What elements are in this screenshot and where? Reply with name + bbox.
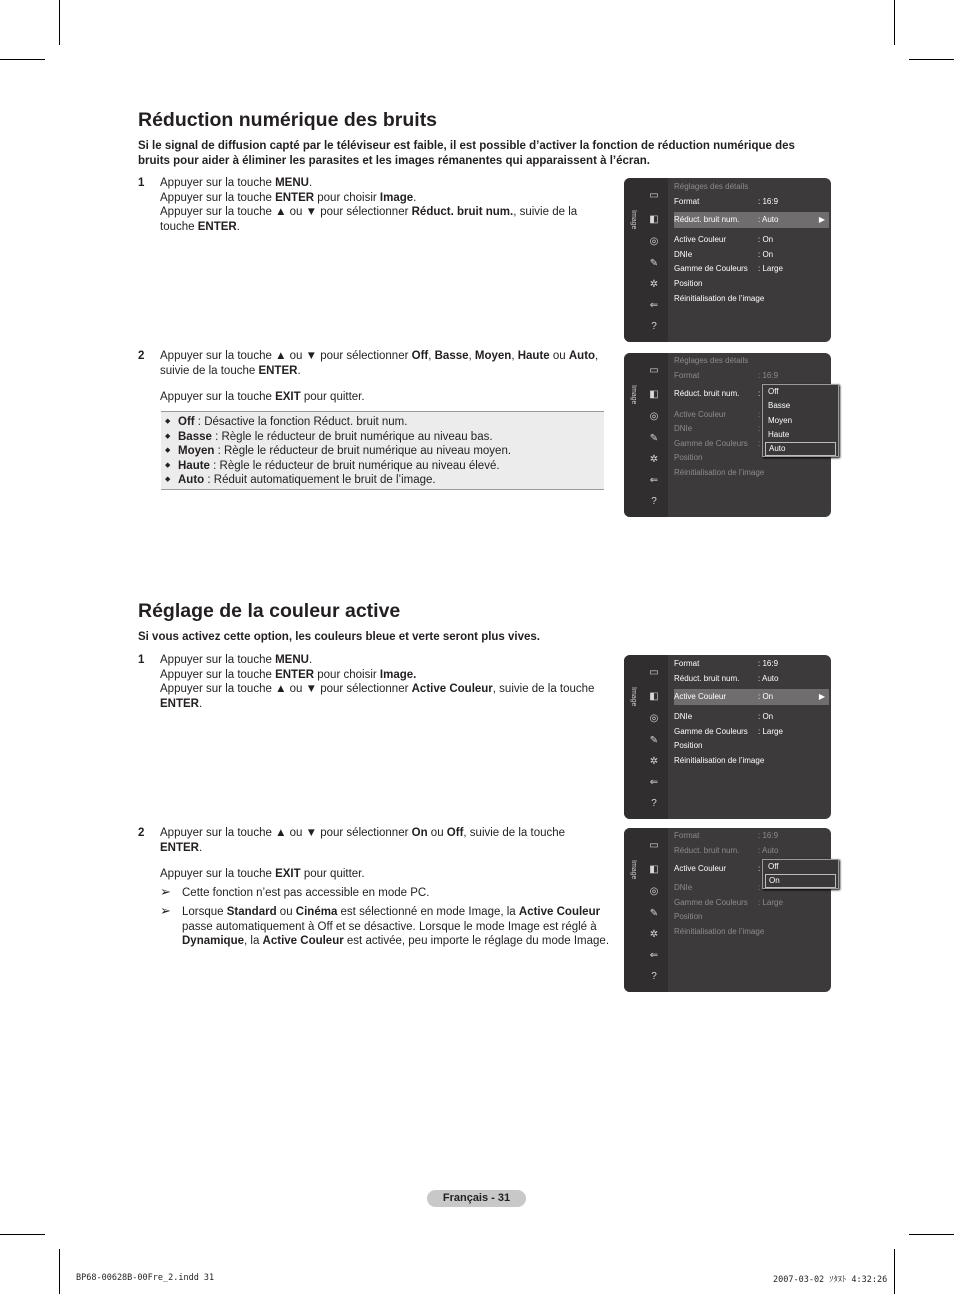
osd-row[interactable]: Réduct. bruit num. : Auto bbox=[674, 674, 779, 683]
picture-icon: ◧ bbox=[649, 864, 659, 875]
step-body: Appuyer sur la touche MENU. Appuyer sur la touche ENTER pour choisir Image. Appuyer sur la touche ▲ ou ▼ pour sélectionner Active Couleur, suivie de la touche ENTER. bbox=[160, 654, 595, 710]
osd-row[interactable]: DNIe : bbox=[674, 883, 761, 892]
osd-side-label: Image bbox=[630, 385, 637, 405]
file-slug: BP68-00628B-00Fre_2.indd 31 bbox=[76, 1273, 215, 1283]
channel-icon: ✎ bbox=[649, 433, 659, 444]
dropdown-option-current[interactable]: On bbox=[765, 874, 836, 888]
osd-row[interactable]: Format : 16:9 bbox=[674, 831, 779, 840]
osd-row[interactable]: Position bbox=[674, 279, 703, 288]
osd-row[interactable]: Réinitialisation de l’image bbox=[674, 294, 765, 303]
crop-mark bbox=[59, 0, 60, 45]
noise-dropdown[interactable] bbox=[762, 384, 839, 457]
osd-row-selected[interactable]: Active Couleur : On ▶ bbox=[674, 689, 829, 705]
section-title-active-color: Réglage de la couleur active bbox=[138, 600, 401, 622]
channel-icon: ✎ bbox=[649, 735, 659, 746]
input-source-icon: ⇐ bbox=[649, 777, 659, 788]
step-body: Appuyer sur la touche ▲ ou ▼ pour sélectionner Off, Basse, Moyen, Haute ou Auto, suivie de la touche ENTER. Appuyer sur la touche EXIT pour quitter. bbox=[160, 350, 599, 403]
input-source-icon: ⇐ bbox=[649, 300, 659, 311]
option-item: ◆ Haute : Règle le réducteur de bruit numérique au niveau élevé. bbox=[165, 459, 604, 474]
input-icon: ▭ bbox=[649, 667, 659, 678]
setup-icon: ✲ bbox=[649, 929, 659, 940]
osd-row-selected[interactable]: Réduct. bruit num. : bbox=[674, 389, 761, 398]
arrow-bullet-icon: ➢ bbox=[160, 903, 171, 918]
arrow-right-icon: ▶ bbox=[818, 215, 825, 224]
input-icon: ▭ bbox=[649, 190, 659, 201]
osd-screen-1 bbox=[624, 178, 831, 342]
section-lead: Si le signal de diffusion capté par le téléviseur est faible, il est possible d’activer la fonction de réduction numérique des bruits pour aider à éliminer les parasites et les images rémanentes qui apparaissent à l’écran. bbox=[138, 140, 795, 167]
channel-icon: ✎ bbox=[649, 258, 659, 269]
option-item: ◆ Auto : Réduit automatiquement le bruit de l’image. bbox=[165, 473, 604, 488]
dropdown-option[interactable]: Haute bbox=[768, 429, 790, 439]
dropdown-option[interactable]: Moyen bbox=[768, 415, 793, 425]
input-icon: ▭ bbox=[649, 365, 659, 376]
step-number: 1 bbox=[138, 177, 145, 189]
option-item: ◆ Basse : Règle le réducteur de bruit numérique au niveau bas. bbox=[165, 430, 604, 445]
osd-row[interactable]: Format : 16:9 bbox=[674, 371, 779, 380]
support-icon: ? bbox=[651, 798, 657, 809]
input-icon: ▭ bbox=[649, 840, 659, 851]
osd-row[interactable]: Réglages des détails bbox=[674, 182, 749, 191]
osd-row[interactable]: DNIe : On bbox=[674, 250, 774, 259]
crop-mark bbox=[894, 0, 895, 45]
osd-side-label: Image bbox=[630, 860, 637, 880]
osd-row[interactable]: Active Couleur : bbox=[674, 410, 761, 419]
picture-icon: ◧ bbox=[649, 214, 659, 225]
crop-mark bbox=[0, 1234, 45, 1235]
arrow-bullet-icon: ➢ bbox=[160, 883, 171, 899]
osd-row[interactable]: Position bbox=[674, 741, 703, 750]
osd-screen-2 bbox=[624, 353, 831, 517]
date-slug: 2007-03-02 ｿﾀﾇﾄ 4:32:26 bbox=[773, 1275, 888, 1285]
crop-mark bbox=[909, 59, 954, 60]
osd-row[interactable]: Format : 16:9 bbox=[674, 197, 779, 206]
osd-side-label: Image bbox=[630, 210, 637, 230]
step-number: 2 bbox=[138, 827, 145, 839]
input-source-icon: ⇐ bbox=[649, 475, 659, 486]
picture-icon: ◧ bbox=[649, 691, 659, 702]
osd-row[interactable]: Gamme de Couleurs : bbox=[674, 439, 761, 448]
osd-row[interactable]: Réinitialisation de l’image bbox=[674, 468, 765, 477]
sound-icon: ◎ bbox=[649, 713, 659, 724]
sound-icon: ◎ bbox=[649, 236, 659, 247]
osd-row-selected[interactable]: Réduct. bruit num. : Auto ▶ bbox=[674, 212, 829, 228]
step-number: 1 bbox=[138, 654, 145, 666]
crop-mark bbox=[894, 1249, 895, 1294]
dropdown-option[interactable]: Off bbox=[768, 862, 779, 871]
osd-row[interactable]: Gamme de Couleurs : Large bbox=[674, 264, 783, 273]
osd-row[interactable]: Gamme de Couleurs : Large bbox=[674, 898, 783, 907]
section-title-noise-reduction: Réduction numérique des bruits bbox=[138, 109, 438, 131]
osd-row[interactable]: Active Couleur : On bbox=[674, 235, 774, 244]
crop-mark bbox=[909, 1234, 954, 1235]
osd-row[interactable]: DNIe : On bbox=[674, 712, 774, 721]
page-number-badge: Français - 31 bbox=[427, 1190, 526, 1207]
setup-icon: ✲ bbox=[649, 279, 659, 290]
dropdown-option[interactable]: Off bbox=[768, 387, 779, 396]
note-item: ➢ Lorsque Standard ou Cinéma est sélectionné en mode Image, la Active Couleur passe automatiquement à Off et se désactive. Lorsque le mode Image est réglé à Dynamique, la Active Couleur est activée, peu importe le réglage du mode Image. bbox=[160, 903, 610, 947]
osd-side-label: Image bbox=[630, 687, 637, 707]
step-number: 2 bbox=[138, 350, 145, 362]
active-color-dropdown[interactable] bbox=[762, 859, 839, 889]
osd-row-selected[interactable]: Active Couleur : bbox=[674, 864, 761, 873]
step-body: Appuyer sur la touche ▲ ou ▼ pour sélectionner On ou Off, suivie de la touche ENTER. Appuyer sur la touche EXIT pour quitter. ➢ Cette fonction n’est pas accessible en mode PC. ➢ Lorsque Standard ou Cinéma est sélectionné en mode Image, la Active Couleur passe automatiquement à Off et se désactive. Lorsque le mode Image est réglé à Dynamique, la Active Couleur est activée, peu importe le réglage du mode Image. bbox=[160, 827, 610, 947]
osd-row[interactable]: Position bbox=[674, 912, 703, 921]
dropdown-option[interactable]: Basse bbox=[768, 401, 791, 411]
setup-icon: ✲ bbox=[649, 454, 659, 465]
option-item: ◆ Off : Désactive la fonction Réduct. bruit num. bbox=[165, 415, 604, 430]
note-item: ➢ Cette fonction n’est pas accessible en mode PC. bbox=[160, 883, 430, 899]
osd-row[interactable]: DNIe : bbox=[674, 424, 761, 433]
support-icon: ? bbox=[651, 496, 657, 507]
arrow-right-icon: ▶ bbox=[818, 692, 825, 701]
setup-icon: ✲ bbox=[649, 756, 659, 767]
sound-icon: ◎ bbox=[649, 886, 659, 897]
osd-row[interactable]: Réduct. bruit num. : Auto bbox=[674, 846, 779, 855]
noise-options-box bbox=[161, 411, 604, 490]
section-lead: Si vous activez cette option, les couleurs bleue et verte seront plus vives. bbox=[138, 631, 541, 643]
support-icon: ? bbox=[651, 321, 657, 332]
step-body: Appuyer sur la touche MENU. Appuyer sur la touche ENTER pour choisir Image. Appuyer sur la touche ▲ ou ▼ pour sélectionner Réduct. bruit num., suivie de la touche ENTER. bbox=[160, 177, 578, 233]
sound-icon: ◎ bbox=[649, 411, 659, 422]
channel-icon: ✎ bbox=[649, 908, 659, 919]
dropdown-option-current[interactable]: Auto bbox=[765, 442, 836, 456]
osd-screen-3 bbox=[624, 655, 831, 819]
osd-row[interactable]: Réinitialisation de l’image bbox=[674, 756, 765, 765]
option-item: ◆ Moyen : Règle le réducteur de bruit numérique au niveau moyen. bbox=[165, 444, 604, 459]
picture-icon: ◧ bbox=[649, 389, 659, 400]
input-source-icon: ⇐ bbox=[649, 950, 659, 961]
osd-row[interactable]: Format : 16:9 bbox=[674, 659, 779, 668]
crop-mark bbox=[59, 1249, 60, 1294]
crop-mark bbox=[0, 59, 45, 60]
osd-row[interactable]: Position bbox=[674, 453, 703, 462]
osd-row[interactable]: Gamme de Couleurs : Large bbox=[674, 727, 783, 736]
osd-row[interactable]: Réinitialisation de l’image bbox=[674, 927, 765, 936]
osd-screen-4 bbox=[624, 828, 831, 992]
osd-row[interactable]: Réglages des détails bbox=[674, 356, 749, 365]
support-icon: ? bbox=[651, 971, 657, 982]
